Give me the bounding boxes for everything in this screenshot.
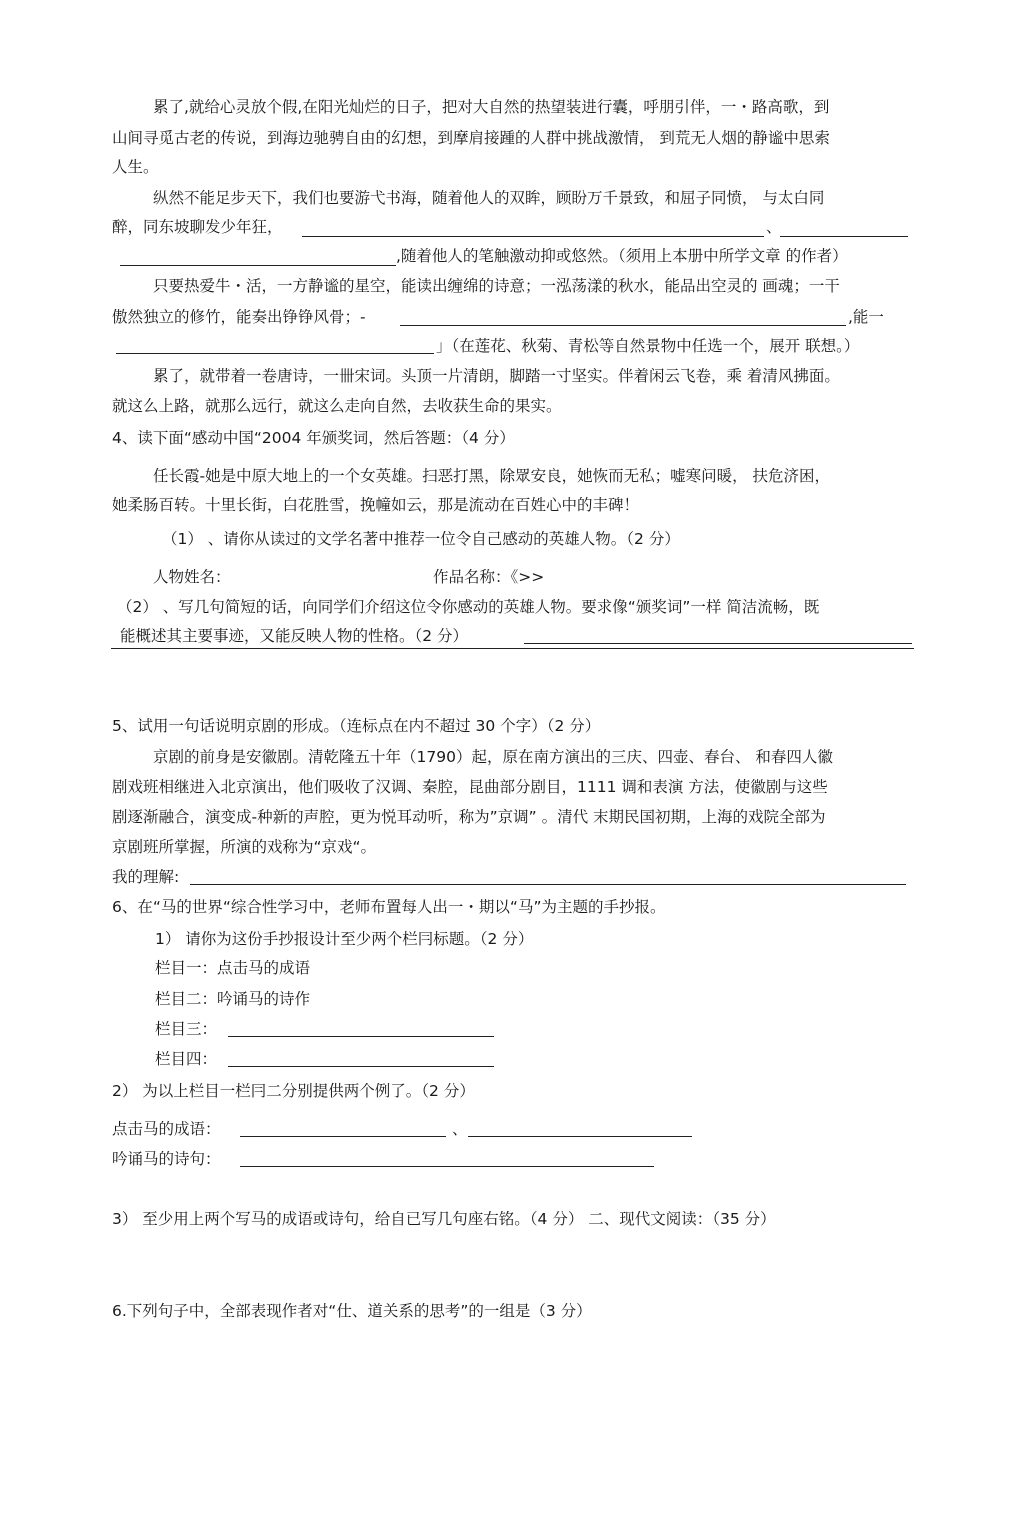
sub-question: 能概述其主要事迹，又能反映人物的性格。（2 分） bbox=[120, 627, 469, 645]
passage-line: 纵然不能足步天下，我们也要游弋书海，随着他人的双眸，顾盼万千景致，和屈子同愤， 与太白同 bbox=[153, 189, 825, 207]
column-item: 栏目二：吟诵马的诗作 bbox=[155, 990, 311, 1008]
passage-line: 京剧班所掌握，所演的戏称为“京戏“。 bbox=[112, 838, 377, 856]
sub-question: （1） 、请你从读过的文学名著中推荐一位令自己感动的英雄人物。（2 分） bbox=[162, 530, 680, 548]
divider-line bbox=[111, 648, 914, 649]
column-item: 栏目四： bbox=[155, 1050, 218, 1068]
field-label: 人物姓名： bbox=[153, 568, 231, 586]
sub-question: 1） 请你为这份手抄报设计至少两个栏冃标题。（2 分） bbox=[155, 930, 534, 948]
sub-question: 2） 为以上栏目一栏冃二分别提供两个例了。（2 分） bbox=[112, 1082, 475, 1100]
sub-question: （2） 、写几句简短的话，向同学们介绍这位令你感动的英雄人物。要求像“颁奖词”一样 简洁流畅，既 bbox=[117, 598, 820, 616]
passage-line: ,随着他人的笔触激动抑或悠然。（须用上本册中所学文章 的作者） bbox=[396, 247, 848, 265]
passage-line: 山间寻觅古老的传说，到海边驰骋自由的幻想，到摩肩接踵的人群中挑战激情， 到荒无人烟的静谧中思索 bbox=[112, 129, 830, 147]
passage-line: ,能一 bbox=[848, 308, 884, 326]
passage-line: 」（在莲花、秋菊、青松等自然景物中任选一个，展开 联想。） bbox=[436, 337, 860, 355]
column-item: 栏目一：点击马的成语 bbox=[155, 959, 311, 977]
field-label: 我的理解: bbox=[112, 868, 180, 886]
passage-line: 累了,就给心灵放个假,在阳光灿烂的日子，把对大自然的热望装进行囊，呼朋引伴，一・路高歌，到 bbox=[153, 98, 830, 116]
question-title: 4、读下面“感动中国“2004 年颁奖词，然后答题：（4 分） bbox=[112, 429, 515, 447]
passage-line: 京剧的前身是安徽剧。清乾隆五十年（1790）起，原在南方演出的三庆、四壶、春台、 和春四人徽 bbox=[153, 748, 833, 766]
answer-blank[interactable] bbox=[116, 353, 434, 354]
passage-line: 人生。 bbox=[112, 158, 159, 176]
field-label: 作品名称：《>> bbox=[433, 568, 545, 586]
passage-line: 醉，同东坡聊发少年狂， bbox=[112, 218, 283, 236]
sub-question: 3） 至少用上两个写马的成语或诗句，给自已写几句座右铭。（4 分） 二、现代文阅读：（35 分） bbox=[112, 1210, 776, 1228]
answer-blank[interactable] bbox=[524, 643, 912, 644]
answer-blank[interactable] bbox=[302, 236, 764, 237]
question-title: 6、在“马的世界“综合性学习中，老师布置每人出一・期以“马”为主题的手抄报。 bbox=[112, 898, 666, 916]
passage-line: 累了，就带着一卷唐诗，一卌宋词。头顶一片清朗，脚踏一寸坚实。伴着闲云飞卷，乘 着清风拂面。 bbox=[153, 367, 840, 385]
answer-blank[interactable] bbox=[190, 884, 906, 885]
passage-line: 就这么上路，就那么远行，就这么走向自然，去收获生命的果实。 bbox=[112, 397, 562, 415]
column-item: 栏目三： bbox=[155, 1020, 218, 1038]
passage-line: 剧戏班相继进入北京演出，他们吸收了汉调、秦腔，昆曲部分剧目，1111 调和表演 方法，使徽剧与这些 bbox=[112, 778, 828, 796]
question-title: 5、试用一句话说明京剧的形成。（连标点在内不超过 30 个字）（2 分） bbox=[112, 717, 601, 735]
field-label: 点击马的成语： bbox=[112, 1120, 221, 1138]
passage-line: 只要热爱牛・活，一方静谧的星空，能读出缠绵的诗意；一泓荡漾的秋水，能品出空灵的 画魂；一干 bbox=[153, 277, 840, 295]
quote-line: 任长霞-她是中原大地上的一个女英雄。扫恶打黑，除眾安良，她恢而无私；嘘寒问暖， 扶危济困， bbox=[153, 467, 831, 485]
answer-blank[interactable] bbox=[228, 1066, 494, 1067]
blank-separator: 、 bbox=[452, 1120, 468, 1138]
question-title: 6.下列句子中，全部表现作者对“仕、道关系的思考”的一组是（3 分） bbox=[112, 1302, 592, 1320]
answer-blank[interactable] bbox=[120, 265, 396, 266]
answer-blank[interactable] bbox=[400, 325, 846, 326]
answer-blank[interactable] bbox=[780, 236, 908, 237]
field-label: 吟诵马的诗句： bbox=[112, 1150, 221, 1168]
answer-blank[interactable] bbox=[240, 1136, 446, 1137]
answer-blank[interactable] bbox=[240, 1166, 654, 1167]
passage-line: 傲然独立的修竹，能奏出铮铮风骨；- bbox=[112, 308, 366, 326]
blank-separator: 、 bbox=[766, 218, 782, 236]
quote-line: 她柔肠百转。十里长街，白花胜雪，挽幢如云，那是流动在百姓心中的丰碑！ bbox=[112, 496, 640, 514]
passage-line: 剧逐渐融合，演变成-种新的声腔，更为悦耳动听，称为”京调” 。清代 末期民国初期，上海的戏院全部为 bbox=[112, 808, 826, 826]
answer-blank[interactable] bbox=[228, 1036, 494, 1037]
answer-blank[interactable] bbox=[468, 1136, 692, 1137]
